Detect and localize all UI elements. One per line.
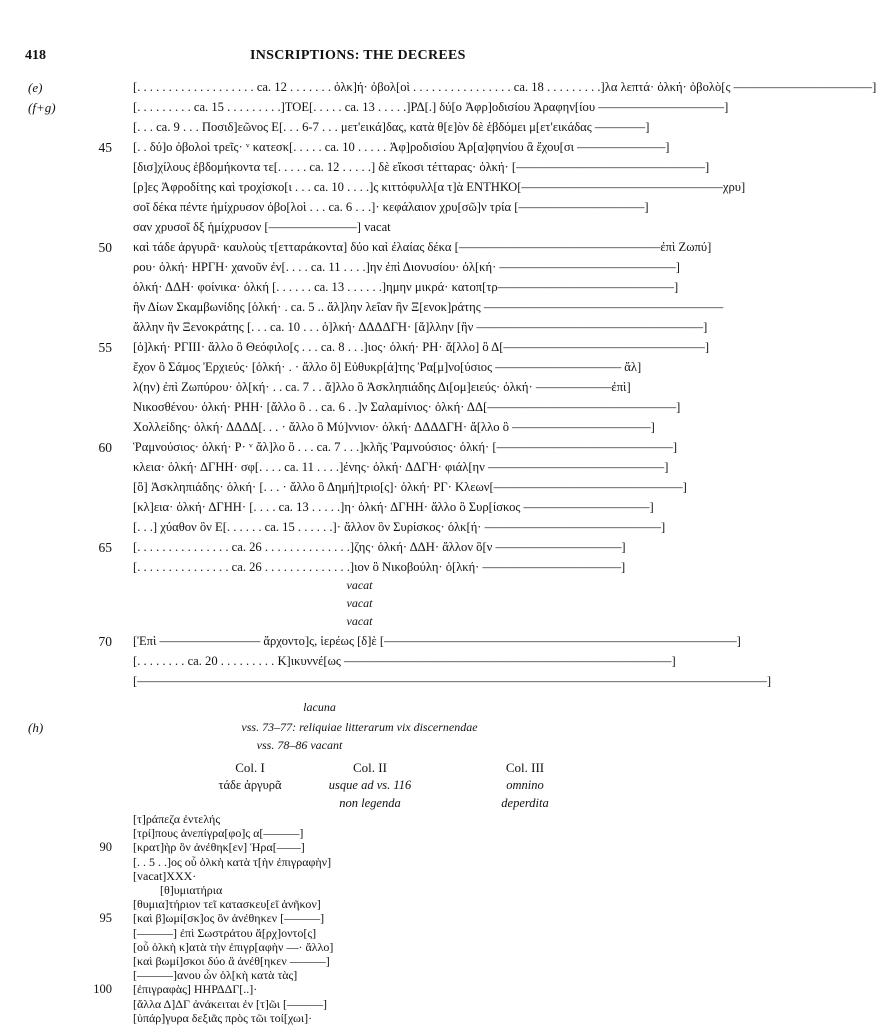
text-line xyxy=(0,540,719,560)
line-text: [ὑπάρ]γυρα δεξιᾶς πρὸς τῶι τοί[χωι]· xyxy=(133,1010,313,1025)
col-subheading: τάδε ἀργυρᾶ xyxy=(218,778,282,792)
line-text: [καὶ βωμί]σκοι δύο ἃ ἀνέθ[ηκεν ———] xyxy=(133,954,330,968)
line-text: [ὁ]λκή· ΡΓΙΙΙ· ἄλλο ὃ Θεόφιλο[ς . . . ca. 8 . . .]ιος· ὁλκή· ΡΗ· ἄ[λλο] ὃ Δ[————————————————] xyxy=(133,340,710,354)
section-h-note xyxy=(0,738,719,758)
text-line xyxy=(0,420,719,440)
line-text: σαν χρυσοῖ δξ ἡμίχρυσον [———————] vacat xyxy=(133,220,391,234)
line-text: [θ]υμιατήρια xyxy=(160,883,223,897)
line-number: 95 xyxy=(99,911,112,926)
vacat-text: vacat xyxy=(346,596,373,610)
text-line xyxy=(0,634,741,654)
text-line xyxy=(0,340,719,360)
note-text: vss. 73–77: reliquiae litterarum vix discernendae xyxy=(241,720,478,734)
text-line xyxy=(0,400,719,420)
line-number: 45 xyxy=(98,140,112,155)
text-line xyxy=(0,200,719,220)
text-line xyxy=(0,280,719,300)
column-subheadings xyxy=(0,778,719,798)
line-text: ρου· ὁλκή· ΗΡΓΗ· χανοῦν ἐν[. . . . ca. 11 . . . .]ην ἐπὶ Διονυσίου· ὁλ[κή· ——————————————] xyxy=(133,260,680,274)
line-text: [ἄλλα Δ]ΔΓ ἀνάκειται ἐν [τ]ῶι [———] xyxy=(133,996,327,1011)
text-line xyxy=(0,520,719,540)
note-text: vss. 78–86 vacant xyxy=(256,738,343,752)
vacat-line xyxy=(0,578,719,598)
text-line xyxy=(0,140,719,160)
line-text: καὶ τάδε ἀργυρᾶ· καυλοὺς τ[ετταράκοντα] δύο καὶ ἐλαίας δέκα [————————————————ἐπὶ Ζωπύ] xyxy=(133,240,712,254)
lacuna-line xyxy=(0,700,719,720)
text-line xyxy=(0,120,719,140)
line-number: 60 xyxy=(98,440,112,455)
line-text: [οὗ ὁλκὴ κ]ατὰ τὴν ἐπιγρ[αφὴν —· ἄλλο] xyxy=(133,939,334,954)
vacat-text: vacat xyxy=(346,578,373,592)
section-h-note xyxy=(0,720,719,740)
line-number: 50 xyxy=(98,240,112,255)
col-heading: Col. II xyxy=(353,760,387,775)
line-text: [ὃ] Ἀσκληπιάδης· ὁλκή· [. . . · ἄλλο ὃ Δημή]τριο[ς]· ὁλκή· ΡΓ· Κλεων[———————————————] xyxy=(133,480,687,494)
line-text: Χολλείδης· ὁλκή· ΔΔΔΔ[. . . · ἄλλο ὃ Μύ]ννιον· ὁλκή· ΔΔΔΔΓΗ· ἄ[λλο ὃ ———————————] xyxy=(133,420,655,434)
text-line xyxy=(0,300,724,320)
col-subheading: omnino xyxy=(506,778,544,792)
line-text: ἔχον ὃ Σάμος Ἐρχιεύς· [ὁλκή· . · ἄλλο ὃ] Εὐθυκρ[ά]της Ῥα[μ]νο[ύσιος —————————— ἄλ] xyxy=(133,360,642,374)
line-text: [θυμια]τήριον τεῖ κατασκευ[εῖ ἀνῆκον] xyxy=(133,897,321,912)
line-text: [. . . . . . . . . . . . . . . ca. 26 . . . . . . . . . . . . . .]ζης· ὁλκή· ΔΔΗ· ἄλλον ὃ[ν ——————————] xyxy=(133,540,626,554)
text-line xyxy=(0,360,719,380)
line-text: κλεια· ὁλκή· ΔΓΗΗ· σφ[. . . . ca. 11 . . . .]ένης· ὁλκή· ΔΔΓΗ· φιάλ[ην ——————————————] xyxy=(133,460,669,474)
running-title: INSCRIPTIONS: THE DECREES xyxy=(250,48,466,63)
line-text: [ρ]ες Ἀφροδίτης καὶ τροχίσκο[ι . . . ca. 10 . . . .]ς κιττόφυλλ[α τ]ὰ ΕΝΤΗΚΟ[————————————————χρυ] xyxy=(133,180,746,194)
line-text: [καὶ β]ωμί[σκ]ος ὃν ἀνέθηκεν [———] xyxy=(133,911,325,926)
line-text: [———] ἐπὶ Σωστράτου ἄ[ρχ]οντο[ς] xyxy=(133,925,317,940)
line-text: [τ]ράπεζα ἐντελής xyxy=(133,812,221,826)
text-line xyxy=(0,654,719,674)
text-line xyxy=(0,480,719,500)
line-text: [. . δύ]ο ὀβολοὶ τρεῖς· ᵛ κατεσκ[. . . . . ca. 10 . . . . . Ἀφ]ροδισίου Ἀρ[α]φηνίου ἃ ἔχου[σι ———————] xyxy=(133,140,670,154)
line-text: [. . 5 . .]ος οὗ ὁλκὴ κατὰ τ[ὴν ἐπιγραφὴν] xyxy=(133,854,332,869)
section-label: (h) xyxy=(28,720,44,735)
col-subheading: deperdita xyxy=(501,796,549,810)
text-line xyxy=(0,380,719,400)
col-heading: Col. III xyxy=(505,760,545,775)
line-text: σοῖ δέκα πέντε ἡμίχρυσον ὀβο[λοὶ . . . ca. 6 . . .]· κεφάλαιον χρυ[σῶ]ν τρία [——————————] xyxy=(133,200,649,214)
page-number: 418 xyxy=(25,48,46,63)
line-text: [κλ]εια· ὁλκή· ΔΓΗΗ· [. . . . ca. 13 . . . . .]η· ὁλκή· ΔΓΗΗ· ἄλλο ὃ Συρ[ίσκος ——————————] xyxy=(133,500,654,514)
line-label: (e) xyxy=(28,80,43,95)
col-heading: Col. I xyxy=(235,760,265,775)
vacat-line xyxy=(0,596,719,616)
text-line xyxy=(0,160,719,180)
text-line xyxy=(0,180,746,200)
text-line xyxy=(0,80,876,100)
text-line xyxy=(0,560,719,580)
line-text: [. . . . . . . . ca. 20 . . . . . . . . . Κ]ικυννέ[ως ——————————————————————————] xyxy=(133,654,676,668)
col-subheading: usque ad vs. 116 xyxy=(328,778,412,792)
line-text: [——————————————————————————————————————————————————] xyxy=(133,674,772,688)
text-line xyxy=(0,460,719,480)
line-text: Νικοσθένου· ὁλκή· ΡΗΗ· [ἄλλο ὃ . . ca. 6 . .]ν Σαλαμίνιος· ὁλκή· ΔΔ[———————————————] xyxy=(133,400,681,414)
text-line xyxy=(0,500,719,520)
line-text: [. . . ca. 9 . . . Ποσιδ]εῶνος Ε[. . . 6-7 . . . μετ'εικά]δας, κατὰ θ[ε]ὸν δὲ ἑβδόμει μ[ετ'εικάδας ————] xyxy=(133,120,650,134)
text-line xyxy=(0,100,729,120)
col-subheading: non legenda xyxy=(339,796,401,810)
line-text: [. . . . . . . . . . . . . . . ca. 26 . . . . . . . . . . . . . .]ιον ὃ Νικοβούλη· ὁ[λκή· ———————————] xyxy=(133,560,626,574)
text-line xyxy=(0,674,772,694)
line-text: [ἐπιγραφὰς] ΗΗΡΔΔΓ[..]· xyxy=(133,982,258,997)
vacat-line xyxy=(0,614,719,634)
line-number: 55 xyxy=(98,340,112,355)
line-text: [δισ]χίλους ἑβδομήκοντα τε[. . . . . ca. 12 . . . . .] δὲ εἴκοσι τέτταρας· ὁλκή· [———————————————] xyxy=(133,160,710,174)
line-text: [. . . . . . . . . ca. 15 . . . . . . . . .]ΤΟΕ[. . . . . ca. 13 . . . . .]ΡΔ[.] δύ[ο Ἀφρ]οδισίου Ἀραφην[ίου ——————————] xyxy=(133,100,729,114)
line-label: (f+g) xyxy=(28,100,56,115)
line-text: ἄλλην ἣν Ξενοκράτης [. . . ca. 10 . . . ὁ]λκή· ΔΔΔΔΓΗ· [ἄ]λλην [ἣν ——————————————————] xyxy=(133,320,708,334)
text-line xyxy=(0,240,719,260)
line-text: [κρατ]ὴρ ὃν ἀνέθηκ[εν] Ἡρα[——] xyxy=(133,840,305,855)
text-line xyxy=(0,260,719,280)
line-text: [———]ανου ὧν ὁλ[κὴ κατὰ τὰς] xyxy=(133,968,298,983)
vacat-text: vacat xyxy=(346,614,373,628)
line-text: ἣν Δίων Σκαμβωνίδης [ὁλκή· . ca. 5 .. ἄλ]λην λεΐαν ἣν Ξ[ενοκ]ράτης ——————————————————— xyxy=(133,300,724,314)
line-text: [. . .] χύαθον ὃν Ε[. . . . . . ca. 15 . . . . . .]· ἄλλον ὃν Συρίσκος· ὁλκ[ή· ——————————————] xyxy=(133,520,666,534)
line-text: [. . . . . . . . . . . . . . . . . . . ca. 12 . . . . . . . ὁλκ]ή· ὀβολ[οὶ . . . . . . . . . . . . . . . . ca. 18 . . . . . . . . .]λα λεπτά· ὁλκή· ὀβολὸ[ς ———————————] xyxy=(133,80,876,94)
line-text: [Ἐπὶ ———————— ἄρχοντο]ς, ἱερέως [δ]ὲ [————————————————————————————] xyxy=(133,634,741,648)
line-text: [τρί]πους ἀνεπίγρα[φο]ς α[———] xyxy=(133,826,304,841)
line-text: [vacat]ΧΧΧ· xyxy=(133,868,197,883)
line-number: 65 xyxy=(98,540,112,555)
line-text: Ῥαμνούσιος· ὁλκή· Ρ· ᵛ ἄλ]λο ὃ . . . ca. 7 . . .]κλῆς Ῥαμνούσιος· ὁλκή· [——————————————] xyxy=(133,440,678,454)
text-line xyxy=(0,220,719,240)
line-text: ὁλκή· ΔΔΗ· φοίνικα· ὁλκή [. . . . . . ca. 13 . . . . . .]ημην μικρά· κατοπ[τρ——————————————] xyxy=(133,280,679,294)
line-number: 70 xyxy=(98,634,112,649)
text-line xyxy=(0,1011,719,1031)
line-number: 90 xyxy=(99,840,112,855)
line-text: λ(ην) ἐπὶ Ζωπύρου· ὁλ[κή· . . ca. 7 . . ἄ]λλο ὃ Ἀσκληπιάδης Δι[ομ]ειεύς· ὁλκή· ——————ἐπὶ] xyxy=(133,380,631,394)
text-line xyxy=(0,320,719,340)
line-number: 100 xyxy=(93,982,112,997)
lacuna-text: lacuna xyxy=(303,700,336,714)
text-line xyxy=(0,440,719,460)
column-headings xyxy=(0,760,719,780)
